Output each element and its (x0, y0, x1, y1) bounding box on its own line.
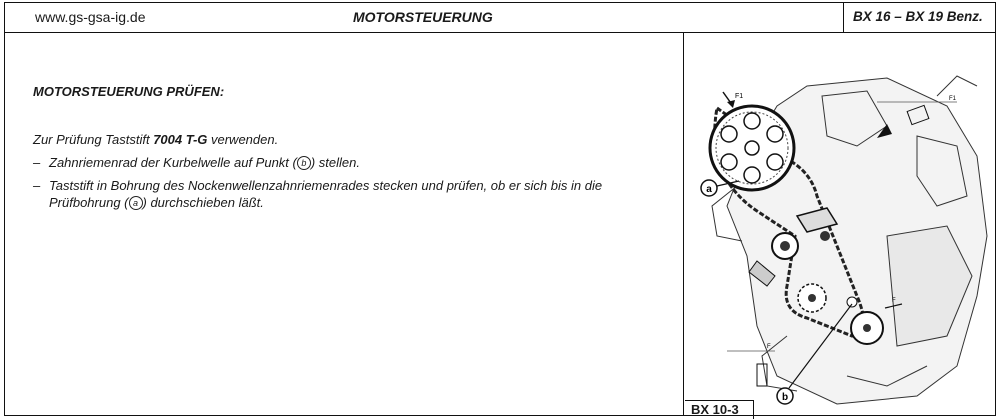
header-divider (843, 3, 844, 32)
step-dash: – (33, 178, 41, 193)
tool-number: 7004 T-G (153, 132, 208, 147)
label-f1: F1 (735, 93, 744, 100)
intro-prefix: Zur Prüfung Taststift (33, 132, 154, 147)
camshaft-sprocket (710, 106, 794, 190)
engine-timing-diagram (687, 36, 993, 414)
page-frame (4, 2, 996, 416)
section-heading: MOTORSTEUERUNG PRÜFEN: (33, 84, 225, 99)
callout-a: a (706, 184, 712, 195)
intro-suffix: verwenden. (207, 132, 279, 147)
step-item (33, 177, 673, 211)
header-bar (5, 3, 995, 33)
marker-a: a (129, 196, 143, 210)
model-label: BX 16 – BX 19 Benz. (853, 9, 983, 24)
intro-text (33, 132, 278, 147)
step-text-end: ) durchschieben läßt. (142, 195, 264, 210)
step-text: Zahnriemenrad der Kurbelwelle auf Punkt ( (49, 155, 297, 170)
step-item (33, 154, 673, 171)
step-dash: – (33, 155, 41, 170)
figure-reference: BX 10-3 (691, 402, 739, 417)
page-title: MOTORSTEUERUNG (353, 9, 493, 25)
figure-divider (683, 32, 684, 415)
step-list (33, 154, 673, 217)
step-text-end: ) stellen. (310, 155, 360, 170)
site-url: www.gs-gsa-ig.de (35, 9, 146, 25)
detail-label-f1: F1 (949, 96, 957, 102)
step-text: Taststift in Bohrung des Nockenwellenzahnriemenrades stecken und prüfen, ob er sich bis in die Prüfbohrung ( (49, 178, 603, 210)
detail-label-f: F (767, 344, 771, 350)
figure-reference-box (685, 400, 754, 419)
marker-b: b (297, 156, 311, 170)
content-area (5, 32, 995, 415)
label-f: F (892, 298, 896, 304)
callout-b: b (781, 392, 789, 403)
